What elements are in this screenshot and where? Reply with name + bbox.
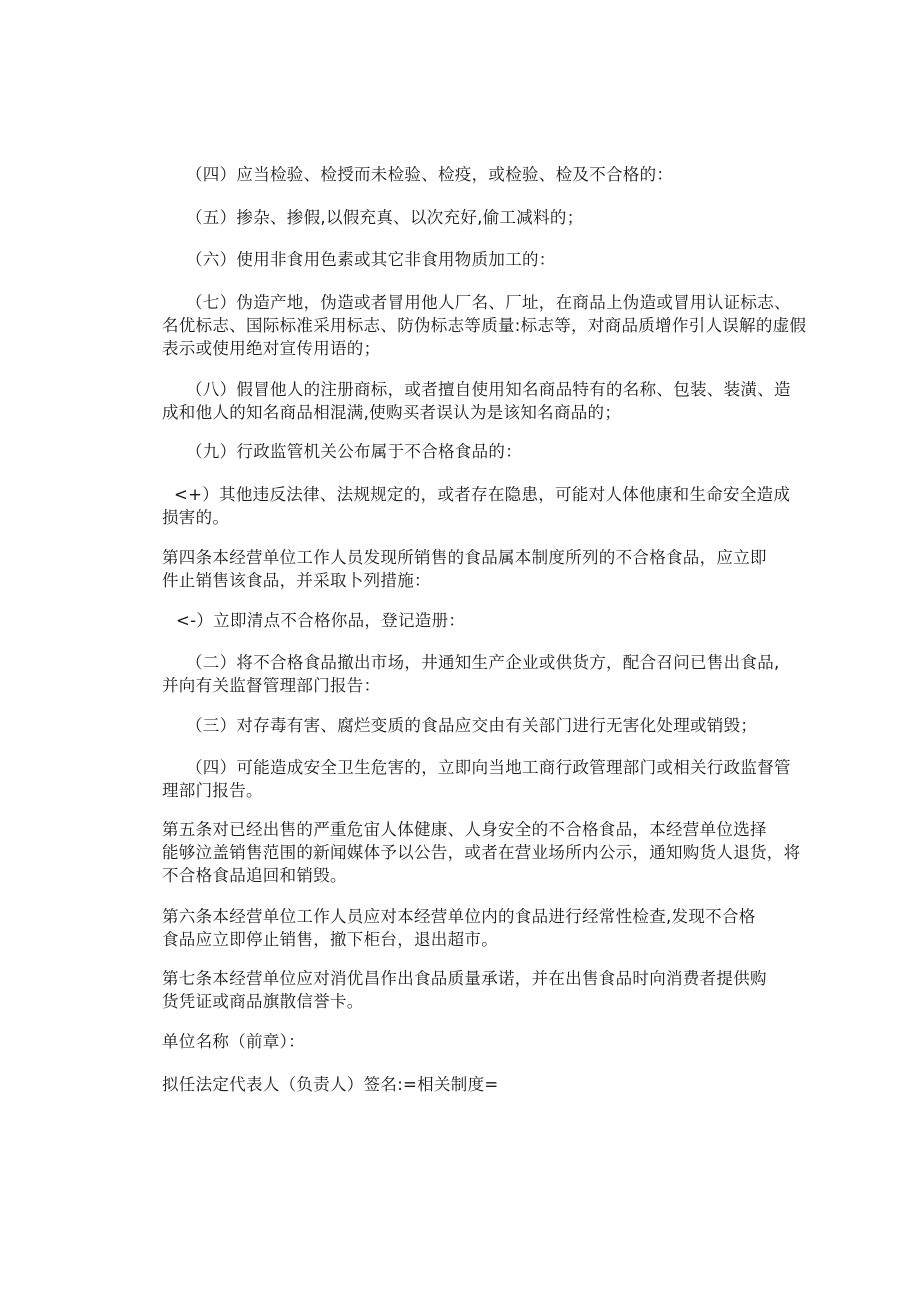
text-line: 件止销售该食品，并采取卜列措施： (162, 571, 431, 590)
text-line: 名优标志、国际标准采用标志、防伪标志等质量:标志等，对商品质增作引人误解的虚假 (162, 316, 807, 335)
text-line: （四）可能造成安全卫生危害的，立即向当地工商行政管理部门或相关行政监督管 (186, 758, 791, 777)
text-line: （九）行政监管机关公布属于不合格食品的： (186, 442, 522, 461)
text-line: 表示或使用绝对宣传用语的； (162, 339, 381, 358)
text-line: 不合格食品追回和销毁。 (162, 866, 347, 885)
text-line: 能够泣盖销售范围的新闻媒体予以公告，或者在营业场所内公示，通知购货人退货，将 (162, 843, 801, 862)
paragraph-article-6 (162, 905, 802, 951)
paragraph-item-6-non-food-substances (162, 248, 802, 271)
text-line: 并向有关监督管理部门报告： (162, 676, 381, 695)
legal-representative-signature-line (162, 1073, 802, 1096)
paragraph-item-8-trademark (162, 378, 802, 424)
paragraph-measure-4 (162, 756, 802, 802)
text-line: 第六条本经营单位工作人员应对本经营单位内的食品进行经常性检查,发现不合格 (162, 907, 756, 926)
text-line: 理部门报告。 (162, 781, 263, 800)
text-line: 单位名称（前章）： (162, 1032, 305, 1051)
paragraph-measure-1 (162, 609, 802, 632)
text-line: （三）对存毒有害、腐烂变质的食品应交由有关部门进行无害化处理或销毁； (186, 716, 758, 735)
paragraph-item-5-adulteration (162, 206, 802, 229)
text-line: <-）立即清点不合格你品，登记造册： (176, 611, 466, 630)
paragraph-measure-3 (162, 714, 802, 737)
text-line: （四）应当检验、检授而未检验、检疫，或检验、检及不合格的： (186, 165, 674, 184)
paragraph-item-9-announced-unqualified (162, 440, 802, 463)
paragraph-item-7-forged-origin (162, 291, 807, 360)
text-line: 拟任法定代表人（负责人）签名:=相关制度= (162, 1075, 499, 1094)
paragraph-item-4-inspection (162, 163, 802, 186)
text-line: 食品应立即停止销售，撤下柜台，退出超市。 (162, 930, 498, 949)
unit-name-line (162, 1030, 802, 1053)
paragraph-measure-2 (162, 651, 802, 697)
text-line: 第四条本经营单位工作人员发现所销售的食品属本制度所列的不合格食品，应立即 (162, 548, 767, 567)
paragraph-item-10-other-violations (162, 483, 802, 529)
text-line: （八）假冒他人的注册商标，或者擅自使用知名商品特有的名称、包装、装潢、造 (186, 380, 791, 399)
text-line: 第七条本经营单位应对消优昌作出食品质量承诺，并在出售食品时向消费者提供购 (162, 969, 767, 988)
text-line: 损害的。 (162, 508, 230, 527)
text-line: （五）掺杂、掺假,以假充真、以次充好,偷工减料的； (186, 208, 584, 227)
text-line: （七）伪造产地，伪造或者冒用他人厂名、厂址，在商品上伪造或冒用认证标志、 (186, 293, 791, 312)
text-line: 第五条对已经出售的严重危宙人体健康、人身安全的不合格食品，本经营单位选择 (162, 820, 767, 839)
text-line: <+）其他违反法律、法规规定的，或者存在隐患，可能对人体他康和生命安全造成 (174, 485, 791, 504)
text-line: （二）将不合格食品撤出市场，井通知生产企业或供货方，配合召问已售出食品, (186, 653, 780, 672)
paragraph-article-5 (162, 818, 802, 887)
text-line: （六）使用非食用色素或其它非食用物质加工的： (186, 250, 556, 269)
text-line: 货凭证或商品旗散信誉卡。 (162, 992, 364, 1011)
paragraph-article-4 (162, 546, 802, 592)
paragraph-article-7 (162, 967, 802, 1013)
text-line: 成和他人的知名商品相混满,使购买者误认为是该知名商品的； (162, 403, 622, 422)
